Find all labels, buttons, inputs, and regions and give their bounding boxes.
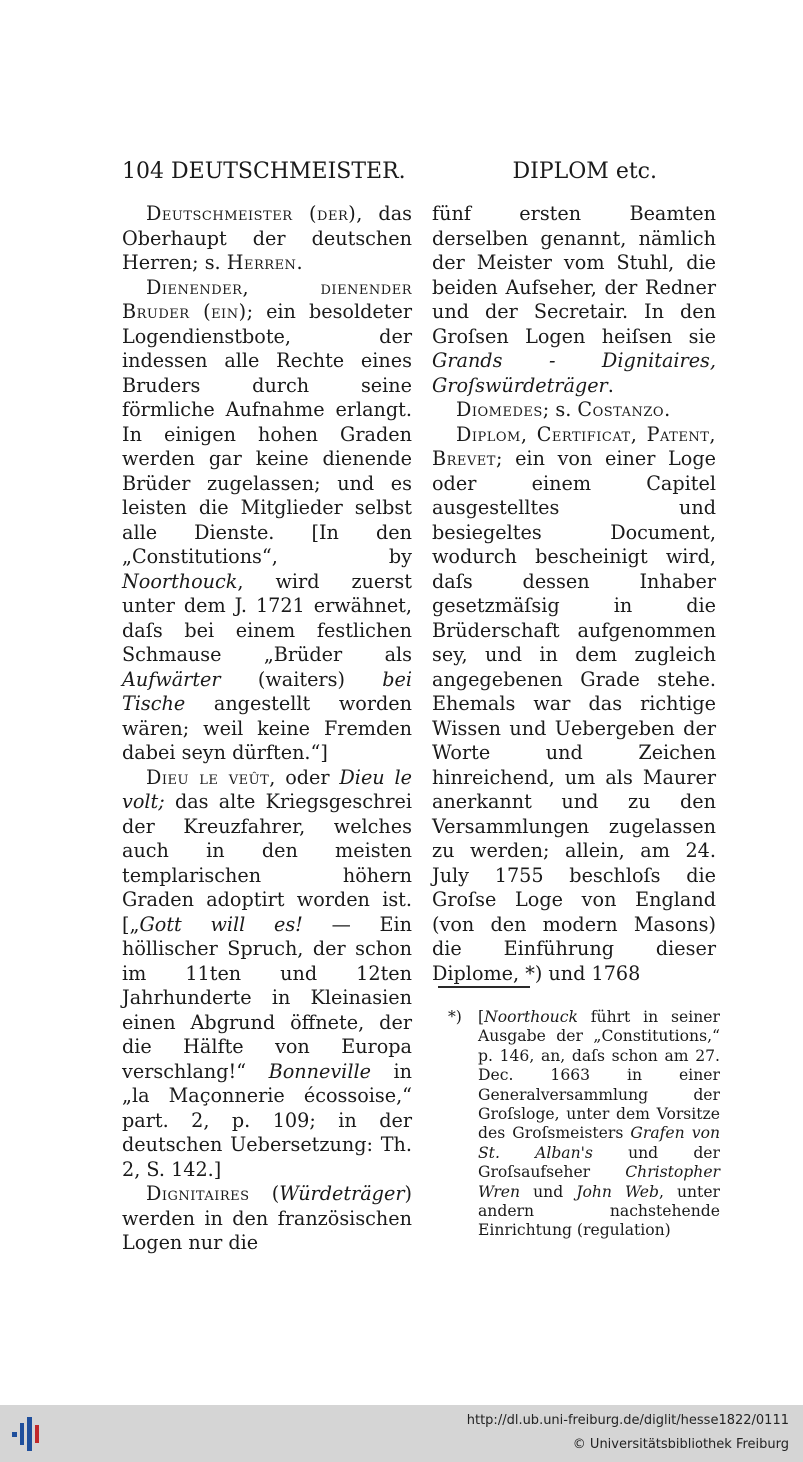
copyright-notice: © Universitätsbibliothek Freiburg — [572, 1437, 789, 1452]
running-head-right: DIPLOM etc. — [512, 159, 657, 184]
entry-diomedes: Diomedes; s. Costanzo. — [456, 398, 671, 421]
footnote-divider — [438, 986, 530, 988]
footnote — [448, 1008, 720, 1241]
right-column — [432, 202, 716, 986]
footnote-text: [Noorthouck führt in seiner Ausgabe der „Constitutions,“ p. 146, an, daſs schon am 27. Dec. 1663 in einer Generalversammlung der Groſsloge, unter dem Vorsitze des Groſsmeisters Grafen von St. Alban's und der Groſsaufseher Christopher Wren und John Web, unter andern nachstehende Einrichtung (regulation) — [478, 1008, 721, 1240]
left-column — [122, 202, 412, 1256]
footnote-mark: *) — [448, 1008, 462, 1026]
entry-dienender-bruder: Dienender, dienender Bruder (ein); ein besoldeter Logendienstbote, der indessen alle Rechte eines Bruders durch seine förmliche Aufnahme erlangt. In einigen hohen Graden werden gar keine dienende Brüder zugelassen; und es leisten die Mitglieder selbst alle Dienste. [In den „Constitutions“, by Noorthouck, wird zuerst unter dem J. 1721 erwähnet, daſs bei einem festlichen Schmause „Brüder als Aufwärter (waiters) bei Tische angestellt worden wären; weil keine Fremden dabei seyn dürften.“] — [122, 275, 412, 764]
entry-dignitaires-continued: fünf ersten Beamten derselben genannt, nämlich der Meister vom Stuhl, die beiden Aufseher, der Redner und der Secretair. In den Groſsen Logen heiſsen sie Grands - Dignitaires, Groſswürdeträger. — [432, 202, 716, 397]
running-head-left: DEUTSCHMEISTER. — [171, 159, 406, 184]
permalink-url[interactable]: http://dl.ub.uni-freiburg.de/diglit/hesse1822/0111 — [466, 1413, 789, 1428]
running-header — [122, 152, 657, 192]
entry-dignitaires: Dignitaires (Würdeträger) werden in den französischen Logen nur die — [122, 1182, 412, 1254]
ub-freiburg-logo-icon[interactable] — [12, 1415, 42, 1453]
entry-deutschmeister: Deutschmeister (der), das Oberhaupt der deutschen Herren; s. Herren. — [122, 202, 412, 274]
entry-dieu-le-veut: Dieu le veût, oder Dieu le volt; das alte Kriegsgeschrei der Kreuzfahrer, welches auch in den meisten templarischen höhern Graden adoptirt worden ist. [„Gott will es! — Ein höllischer Spruch, der schon im 11ten und 12ten Jahrhunderte in Kleinasien einen Abgrund öffnete, der die Hälfte von Europa verschlang!“ Bonneville in „la Maçonnerie écossoise,“ part. 2, p. 109; in der deutschen Uebersetzung: Th. 2, S. 142.] — [122, 765, 413, 1181]
page-number: 104 — [122, 159, 164, 184]
viewer-footer-bar — [0, 1405, 803, 1462]
entry-diplom: Diplom, Certificat, Patent, Brevet; ein von einer Loge oder einem Capitel ausgestelltes und besiegeltes Document, wodurch bescheinigt wird, daſs dessen Inhaber gesetzmäſsig in die Brüderschaft aufgenommen sey, und in dem zugleich angegebenen Grade stehe. Ehemals war das richtige Wissen und Uebergeben der Worte und Zeichen hinreichend, um als Maurer anerkannt und zu den Versammlungen zugelassen zu werden; allein, am 24. July 1755 beschloſs die Groſse Loge von England (von den modern Masons) die Einführung dieser Diplome, *) und 1768 — [432, 422, 716, 985]
